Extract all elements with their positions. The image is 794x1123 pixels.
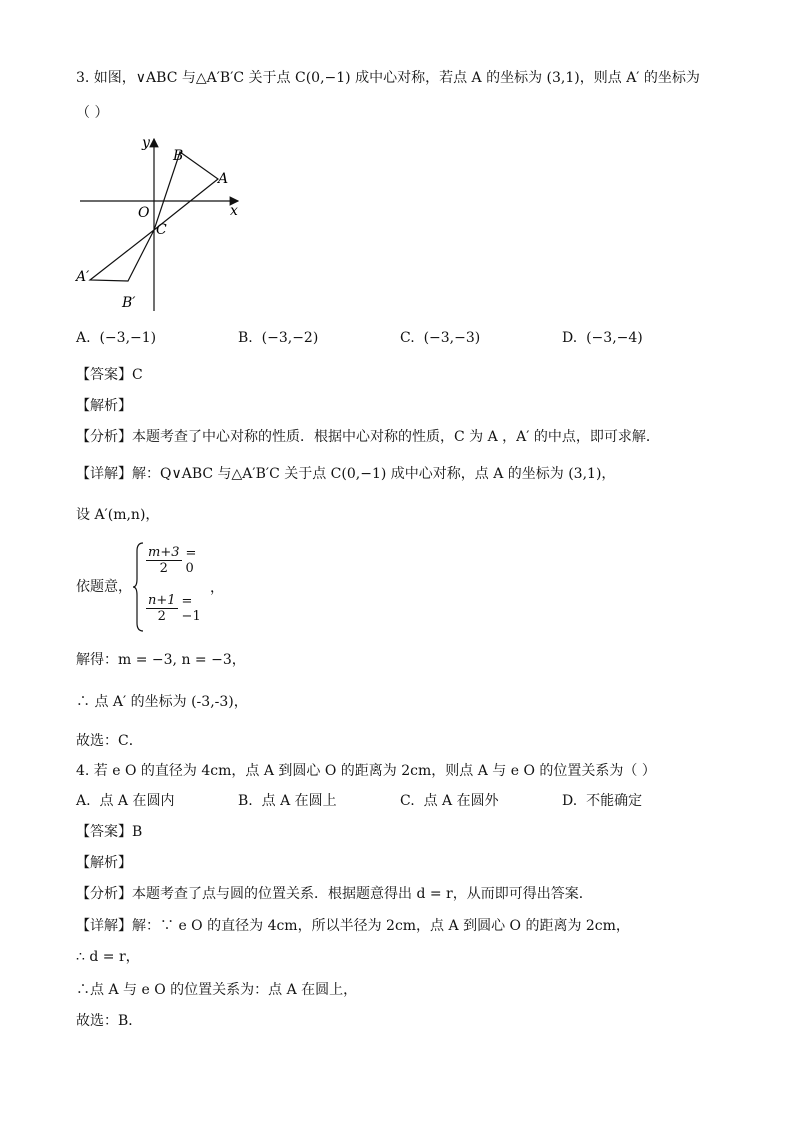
q4-stem: 4. 若 e O 的直径为 4cm，点 A 到圆心 O 的距离为 2cm，则点 A 与 e O 的位置关系为（ ） — [76, 763, 656, 779]
q3-set: 设 A′(m,n)， — [76, 507, 160, 523]
xiangjie-tag: 【详解】 — [76, 918, 132, 934]
fenxi-text: 本题考查了中心对称的性质．根据中心对称的性质，C 为 A ，A′ 的中点，即可求解． — [132, 429, 660, 445]
fenxi-tag: 【分析】 — [76, 886, 132, 902]
eq1-denominator: 2 — [159, 561, 168, 576]
q4-answer — [76, 822, 142, 842]
q3-option-b — [238, 328, 318, 348]
answer-value: C — [132, 367, 143, 383]
xiangjie-tag: 【详解】 — [76, 466, 132, 482]
fenxi-text: 本题考查了点与圆的位置关系．根据题意得出 d = r，从而即可得出答案． — [132, 886, 593, 902]
option-letter: D. — [562, 330, 578, 346]
equation-2 — [146, 593, 201, 624]
q3-analysis-tag — [76, 396, 132, 416]
option-letter: B. — [238, 793, 253, 809]
option-text: 点 A 在圆外 — [423, 793, 499, 809]
label-x: x — [230, 203, 238, 219]
option-text: 点 A 在圆内 — [99, 793, 175, 809]
q4-option-c — [400, 791, 499, 811]
q3-figure — [70, 133, 270, 317]
option-letter: B. — [238, 330, 253, 346]
option-letter: A. — [76, 330, 91, 346]
eq2-numerator: n+1 — [148, 593, 176, 608]
xiangjie-text: 解：∵ e O 的直径为 4cm，所以半径为 2cm，点 A 到圆心 O 的距离为 2cm， — [132, 918, 630, 934]
label-b: B — [173, 148, 184, 164]
triangle-abc — [154, 152, 218, 230]
q3-option-c — [400, 328, 480, 348]
q3-option-a — [76, 328, 156, 348]
option-text: (−3,−3) — [423, 330, 481, 346]
q3-stem: 3. 如图，∨ABC 与△A′B′C 关于点 C(0,−1) 成中心对称，若点 A 的坐标为 (3,1)，则点 A′ 的坐标为 — [76, 70, 700, 86]
answer-tag: 【答案】 — [76, 824, 132, 840]
eq2-rhs: = −1 — [181, 593, 201, 624]
eq1-rhs: = 0 — [185, 545, 197, 576]
q3-choose: 故选：C． — [76, 733, 143, 749]
q3-solve: 解得：m = −3, n = −3， — [76, 652, 246, 668]
eq2-denominator: 2 — [157, 609, 166, 624]
answer-value: B — [132, 824, 143, 840]
eq1-numerator: m+3 — [148, 545, 180, 560]
triangle-a2b2c — [90, 230, 154, 281]
q4-xiangjie — [76, 916, 630, 936]
option-text: 不能确定 — [586, 793, 643, 809]
q4-option-a — [76, 791, 174, 811]
answer-tag: 【答案】 — [76, 367, 132, 383]
q3-blank: （ ） — [76, 105, 109, 121]
equation-1 — [146, 545, 196, 576]
label-a: A — [218, 171, 229, 187]
label-b-prime: B′ — [122, 295, 136, 311]
fenxi-tag: 【分析】 — [76, 429, 132, 445]
label-o: O — [138, 205, 150, 221]
option-text: (−3,−4) — [586, 330, 643, 346]
label-a-prime: A′ — [76, 269, 90, 285]
q4-option-b — [238, 791, 337, 811]
option-text: 点 A 在圆上 — [261, 793, 337, 809]
option-letter: C. — [400, 793, 415, 809]
option-text: (−3,−1) — [99, 330, 157, 346]
q4-choose: 故选：B． — [76, 1013, 143, 1029]
option-letter: A. — [76, 793, 91, 809]
q4-option-d — [562, 791, 642, 811]
option-letter: C. — [400, 330, 415, 346]
q4-analysis-tag — [76, 853, 132, 873]
q3-xiangjie — [76, 464, 615, 484]
analysis-tag: 【解析】 — [76, 398, 132, 414]
q3-conclude: ∴ 点 A′ 的坐标为 (-3,-3)， — [76, 694, 248, 710]
label-c: C — [156, 222, 167, 238]
q3-option-d — [562, 328, 643, 348]
q3-answer — [76, 365, 143, 385]
q3-fenxi — [76, 427, 660, 447]
system-label: 依题意， — [76, 579, 132, 595]
option-letter: D. — [562, 793, 578, 809]
q4-therefore-2: ∴点 A 与 e O 的位置关系为：点 A 在圆上， — [76, 982, 358, 998]
q4-therefore-1: ∴ d = r， — [76, 949, 140, 965]
option-text: (−3,−2) — [261, 330, 319, 346]
xiangjie-text: 解：Q∨ABC 与△A′B′C 关于点 C(0,−1) 成中心对称，点 A 的坐标为 (3,1)， — [132, 466, 616, 482]
system-tail: ， — [210, 580, 224, 596]
analysis-tag: 【解析】 — [76, 855, 132, 871]
left-brace-icon — [132, 541, 144, 633]
q4-fenxi — [76, 884, 593, 904]
coordinate-figure — [70, 133, 270, 313]
label-y: y — [142, 135, 150, 151]
